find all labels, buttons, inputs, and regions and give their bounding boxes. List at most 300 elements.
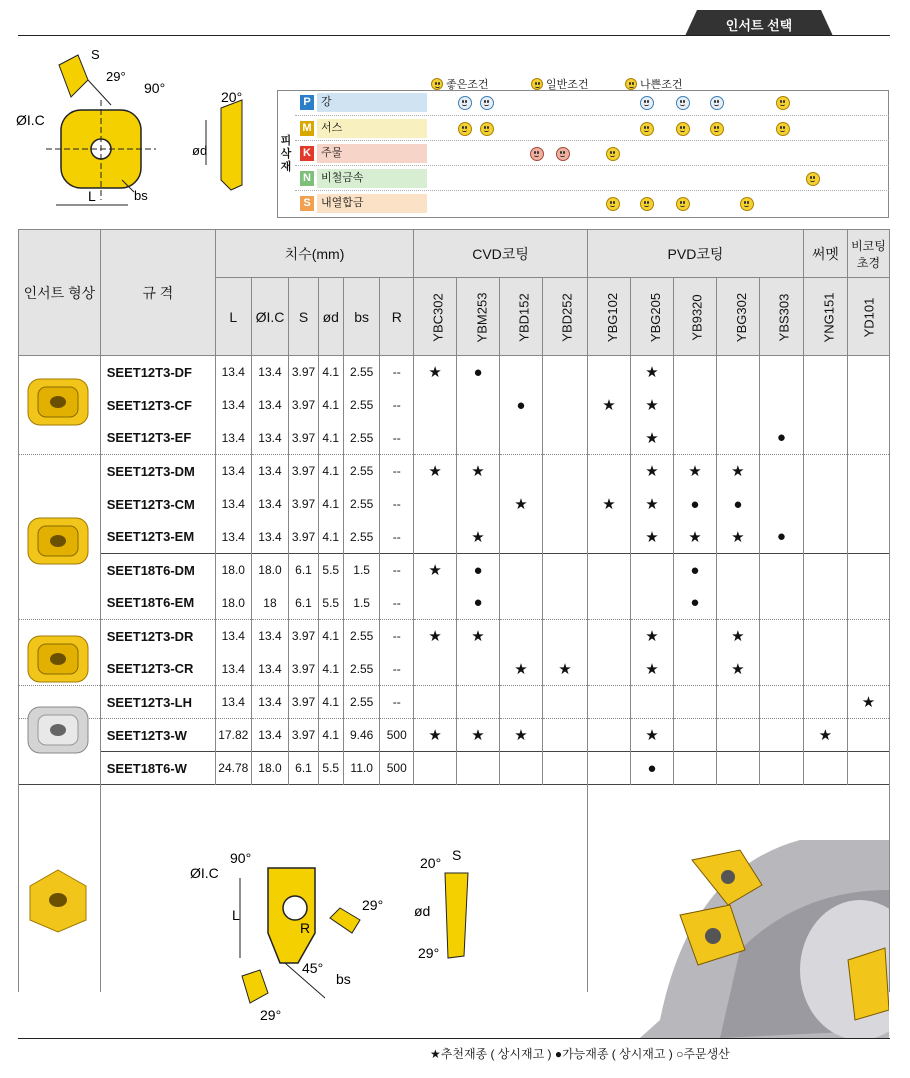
w-label-20: 20°	[420, 855, 442, 871]
dimension-cell: --	[380, 389, 414, 422]
dimension-cell: 2.55	[343, 455, 380, 488]
grade-mark-cell: ★	[588, 488, 631, 521]
grade-mark-cell: ★	[716, 620, 759, 653]
grade-mark-cell	[588, 653, 631, 686]
label-ic: ØI.C	[16, 112, 45, 128]
dimension-cell: 3.97	[289, 389, 318, 422]
grade-mark-cell	[673, 719, 716, 752]
w-label-ic: ØI.C	[190, 865, 219, 881]
w-label-29b: 29°	[260, 1007, 282, 1023]
dimension-cell: --	[380, 356, 414, 389]
dimension-cell: 13.4	[216, 389, 252, 422]
grade-mark-cell	[759, 488, 803, 521]
grade-mark-cell	[542, 389, 587, 422]
grade-mark-cell: ●	[457, 587, 500, 620]
dimension-cell: 4.1	[318, 620, 343, 653]
insert-image-lh	[24, 703, 94, 763]
grade-mark-cell: ★	[630, 488, 673, 521]
material-name: 내열합금	[317, 194, 427, 213]
legend: ★추천재종 ( 상시재고 ) ●가능재종 ( 상시재고 ) ○주문생산	[430, 1047, 730, 1061]
dimension-cell: 3.97	[289, 653, 318, 686]
dimension-cell: 18.0	[251, 554, 289, 587]
grade-mark-cell	[847, 653, 889, 686]
grade-col-header: YBG205	[630, 278, 673, 356]
grade-mark-cell	[414, 422, 457, 455]
table-row	[19, 587, 890, 620]
dimension-col-header: L	[216, 278, 252, 356]
grade-mark-cell	[847, 455, 889, 488]
w-label-29c: 29°	[418, 945, 440, 961]
condition-face-icon	[640, 197, 654, 211]
grade-mark-cell	[457, 389, 500, 422]
material-row	[295, 165, 889, 190]
dimension-cell: 13.4	[216, 356, 252, 389]
table-row	[19, 356, 890, 389]
w-insert-dimension-diagram	[180, 838, 480, 1028]
spec-cell: SEET12T3-EF	[100, 422, 215, 455]
grade-col-header: YNG151	[803, 278, 847, 356]
uncoated-header: 비코팅 초경	[847, 230, 889, 278]
table-row	[19, 620, 890, 653]
grade-mark-cell	[847, 488, 889, 521]
dimension-cell: 13.4	[251, 488, 289, 521]
grade-mark-cell	[759, 653, 803, 686]
grade-mark-cell	[588, 620, 631, 653]
dimension-cell: 18.0	[216, 587, 252, 620]
condition-face-icon	[776, 122, 790, 136]
condition-face-icon	[606, 197, 620, 211]
dimension-cell: 3.97	[289, 719, 318, 752]
grade-mark-cell	[803, 752, 847, 785]
grade-mark-cell	[588, 719, 631, 752]
condition-face-icon	[556, 147, 570, 161]
grade-mark-cell	[673, 686, 716, 719]
grade-mark-cell	[759, 455, 803, 488]
grade-mark-cell	[499, 422, 542, 455]
insert-image-r	[24, 632, 94, 692]
condition-good: 좋은조건	[431, 76, 489, 92]
material-row	[295, 190, 889, 215]
grade-mark-cell	[499, 521, 542, 554]
label-20: 20°	[221, 89, 243, 105]
grade-mark-cell	[588, 521, 631, 554]
dimension-cell: 3.97	[289, 488, 318, 521]
dimension-cell: 4.1	[318, 356, 343, 389]
grade-mark-cell	[414, 488, 457, 521]
grade-mark-cell	[673, 653, 716, 686]
grade-col-header: YD101	[847, 278, 889, 356]
dimension-cell: 3.97	[289, 356, 318, 389]
top-rule	[18, 35, 890, 36]
material-row	[295, 140, 889, 165]
grade-mark-cell	[588, 554, 631, 587]
cermet-header: 써멧	[803, 230, 847, 278]
grade-mark-cell: ★	[630, 653, 673, 686]
dimension-cell: 9.46	[343, 719, 380, 752]
grade-mark-cell	[716, 422, 759, 455]
dimension-cell: 2.55	[343, 686, 380, 719]
dimension-cell: 13.4	[216, 521, 252, 554]
dimension-cell: 1.5	[343, 587, 380, 620]
grade-mark-cell	[542, 686, 587, 719]
dimension-cell: 4.1	[318, 719, 343, 752]
grade-mark-cell	[759, 356, 803, 389]
w-label-29a: 29°	[362, 897, 384, 913]
grade-mark-cell	[716, 719, 759, 752]
material-name: 비철금속	[317, 169, 427, 188]
dimension-cell: 2.55	[343, 488, 380, 521]
grade-mark-cell	[542, 521, 587, 554]
grade-mark-cell	[803, 686, 847, 719]
grade-mark-cell	[847, 587, 889, 620]
grade-mark-cell: ★	[673, 521, 716, 554]
material-name: 주물	[317, 144, 427, 163]
material-name: 서스	[317, 119, 427, 138]
label-90: 90°	[144, 80, 166, 96]
grade-mark-cell: ★	[716, 455, 759, 488]
dimension-cell: 3.97	[289, 620, 318, 653]
grade-mark-cell	[542, 488, 587, 521]
grade-mark-cell	[716, 587, 759, 620]
grade-mark-cell	[673, 389, 716, 422]
table-row	[19, 686, 890, 719]
dimension-cell: 13.4	[251, 356, 289, 389]
label-bs: bs	[134, 188, 148, 203]
dimension-cell: 13.4	[216, 488, 252, 521]
grade-col-header: YBD252	[542, 278, 587, 356]
dimension-cell: 4.1	[318, 389, 343, 422]
grade-mark-cell	[499, 455, 542, 488]
table-row	[19, 455, 890, 488]
material-group-label: 피삭재	[280, 135, 292, 173]
dimension-cell: 18.0	[216, 554, 252, 587]
grade-col-header: YBG302	[716, 278, 759, 356]
grade-mark-cell	[803, 422, 847, 455]
grade-mark-cell	[588, 455, 631, 488]
dimension-cell: 2.55	[343, 422, 380, 455]
grade-mark-cell	[499, 752, 542, 785]
dimension-cell: 4.1	[318, 488, 343, 521]
spec-cell: SEET12T3-EM	[100, 521, 215, 554]
grade-mark-cell	[457, 422, 500, 455]
grade-mark-cell: ★	[803, 719, 847, 752]
grade-mark-cell: ★	[630, 389, 673, 422]
grade-col-header: YBM253	[457, 278, 500, 356]
condition-face-icon	[710, 96, 724, 110]
grade-mark-cell	[588, 686, 631, 719]
label-s: S	[91, 47, 100, 62]
grade-mark-cell: ★	[847, 686, 889, 719]
grade-mark-cell	[414, 752, 457, 785]
grade-mark-cell	[759, 587, 803, 620]
table-row	[19, 488, 890, 521]
grade-mark-cell	[414, 587, 457, 620]
grade-mark-cell	[588, 752, 631, 785]
dimension-cell: 4.1	[318, 653, 343, 686]
grade-mark-cell: ●	[673, 554, 716, 587]
dimension-cell: 4.1	[318, 686, 343, 719]
grade-mark-cell	[673, 752, 716, 785]
dimension-cell: 13.4	[251, 686, 289, 719]
dimension-cell: 2.55	[343, 620, 380, 653]
material-code-badge: P	[300, 95, 314, 110]
grade-mark-cell	[803, 521, 847, 554]
insert-image-w	[24, 866, 94, 936]
grade-mark-cell: ★	[414, 356, 457, 389]
grade-mark-cell: ●	[673, 587, 716, 620]
condition-normal: 일반조건	[531, 76, 589, 92]
dimension-cell: 6.1	[289, 587, 318, 620]
grade-mark-cell	[673, 356, 716, 389]
grade-mark-cell: ★	[499, 488, 542, 521]
grade-mark-cell	[542, 620, 587, 653]
grade-mark-cell	[716, 356, 759, 389]
grade-mark-cell: ★	[499, 653, 542, 686]
grade-mark-cell	[588, 422, 631, 455]
dimension-cell: --	[380, 653, 414, 686]
dimension-cell: 4.1	[318, 455, 343, 488]
dimension-cell: --	[380, 422, 414, 455]
grade-mark-cell	[542, 356, 587, 389]
grade-mark-cell: ★	[457, 620, 500, 653]
dimension-cell: 2.55	[343, 653, 380, 686]
dimension-col-header: ød	[318, 278, 343, 356]
grade-mark-cell	[847, 554, 889, 587]
spec-cell: SEET18T6-DM	[100, 554, 215, 587]
grade-mark-cell	[457, 686, 500, 719]
condition-face-icon	[480, 122, 494, 136]
grade-mark-cell	[847, 521, 889, 554]
grade-mark-cell: ★	[414, 719, 457, 752]
material-code-badge: M	[300, 121, 314, 136]
dimension-cell: 18.0	[251, 752, 289, 785]
dimension-cell: 13.4	[216, 653, 252, 686]
grade-col-header: YB9320	[673, 278, 716, 356]
grade-mark-cell	[542, 587, 587, 620]
material-code-badge: S	[300, 196, 314, 211]
dimension-cell: --	[380, 620, 414, 653]
material-row	[295, 115, 889, 140]
dimension-cell: 5.5	[318, 752, 343, 785]
grade-mark-cell	[414, 521, 457, 554]
dimension-col-header: ØI.C	[251, 278, 289, 356]
table-row	[19, 719, 890, 752]
condition-face-icon	[530, 147, 544, 161]
dimension-cell: 24.78	[216, 752, 252, 785]
w-label-l: L	[232, 907, 240, 923]
grade-mark-cell	[716, 389, 759, 422]
dimension-cell: 17.82	[216, 719, 252, 752]
grade-mark-cell: ★	[630, 356, 673, 389]
grade-col-header: YBS303	[759, 278, 803, 356]
w-label-s: S	[452, 847, 462, 863]
bad-face-icon	[625, 78, 637, 90]
grade-mark-cell	[630, 587, 673, 620]
grade-mark-cell	[457, 488, 500, 521]
grade-mark-cell	[759, 686, 803, 719]
grade-mark-cell	[542, 554, 587, 587]
spec-cell: SEET18T6-W	[100, 752, 215, 785]
grade-mark-cell: ★	[716, 653, 759, 686]
dimension-cell: 2.55	[343, 521, 380, 554]
dimension-cell: 13.4	[251, 422, 289, 455]
grade-mark-cell	[803, 356, 847, 389]
grade-mark-cell	[499, 686, 542, 719]
normal-face-icon	[531, 78, 543, 90]
grade-mark-cell	[414, 389, 457, 422]
grade-mark-cell	[803, 554, 847, 587]
grade-mark-cell: ★	[414, 554, 457, 587]
w-label-bs: bs	[336, 971, 351, 987]
dimension-cell: 13.4	[216, 686, 252, 719]
dimension-cell: --	[380, 455, 414, 488]
dimension-cell: 13.4	[251, 521, 289, 554]
dimension-header: 치수(mm)	[216, 230, 414, 278]
grade-mark-cell	[803, 455, 847, 488]
grade-mark-cell	[673, 422, 716, 455]
spec-cell: SEET12T3-DF	[100, 356, 215, 389]
grade-mark-cell: ★	[414, 620, 457, 653]
condition-bad: 나쁜조건	[625, 76, 683, 92]
dimension-cell: 13.4	[251, 620, 289, 653]
dimension-cell: 11.0	[343, 752, 380, 785]
grade-mark-cell	[716, 686, 759, 719]
grade-mark-cell	[673, 620, 716, 653]
dimension-cell: --	[380, 488, 414, 521]
condition-face-icon	[806, 172, 820, 186]
dimension-cell: 13.4	[251, 653, 289, 686]
dimension-cell: 2.55	[343, 389, 380, 422]
dimension-cell: 6.1	[289, 752, 318, 785]
grade-mark-cell	[542, 455, 587, 488]
shape-header: 인서트 형상	[19, 230, 101, 356]
grade-mark-cell: ★	[673, 455, 716, 488]
material-code-badge: K	[300, 146, 314, 161]
label-l: L	[88, 188, 96, 204]
w-label-od: ød	[414, 903, 431, 919]
grade-mark-cell: ●	[457, 554, 500, 587]
grade-mark-cell	[803, 488, 847, 521]
grade-mark-cell	[803, 389, 847, 422]
grade-mark-cell	[759, 554, 803, 587]
dimension-cell: 6.1	[289, 554, 318, 587]
spec-header: 규 격	[100, 230, 215, 356]
grade-mark-cell: ★	[457, 719, 500, 752]
dimension-cell: 13.4	[216, 455, 252, 488]
dimension-cell: 13.4	[251, 389, 289, 422]
grade-mark-cell: ●	[673, 488, 716, 521]
grade-mark-cell: ★	[542, 653, 587, 686]
grade-mark-cell: ★	[499, 719, 542, 752]
grade-col-header: YBG102	[588, 278, 631, 356]
dimension-cell: 13.4	[216, 422, 252, 455]
cvd-header: CVD코팅	[414, 230, 588, 278]
condition-face-icon	[458, 96, 472, 110]
insert-image-m	[24, 514, 94, 574]
grade-mark-cell	[499, 620, 542, 653]
tab-title: 인서트 선택	[725, 18, 793, 33]
dimension-cell: 500	[380, 752, 414, 785]
spec-cell: SEET12T3-LH	[100, 686, 215, 719]
grade-mark-cell	[588, 587, 631, 620]
grade-mark-cell: ●	[716, 488, 759, 521]
dimension-cell: 4.1	[318, 521, 343, 554]
grade-mark-cell: ●	[457, 356, 500, 389]
grade-mark-cell	[759, 620, 803, 653]
condition-face-icon	[640, 96, 654, 110]
grade-mark-cell	[542, 752, 587, 785]
grade-mark-cell	[759, 719, 803, 752]
insert-image-f	[24, 375, 94, 435]
grade-mark-cell	[803, 620, 847, 653]
dimension-cell: 1.5	[343, 554, 380, 587]
condition-face-icon	[776, 96, 790, 110]
grade-mark-cell: ★	[630, 719, 673, 752]
grade-mark-cell	[414, 686, 457, 719]
condition-face-icon	[480, 96, 494, 110]
section-tab	[685, 10, 833, 36]
dimension-cell: 2.55	[343, 356, 380, 389]
grade-mark-cell	[803, 587, 847, 620]
grade-mark-cell	[457, 653, 500, 686]
spec-cell: SEET12T3-CF	[100, 389, 215, 422]
table-row	[19, 389, 890, 422]
grade-mark-cell	[542, 719, 587, 752]
grade-col-header: YBC302	[414, 278, 457, 356]
grade-mark-cell: ★	[414, 455, 457, 488]
grade-mark-cell: ●	[630, 752, 673, 785]
insert-dimension-diagram	[16, 45, 276, 220]
condition-face-icon	[676, 197, 690, 211]
condition-face-icon	[676, 122, 690, 136]
dimension-cell: 4.1	[318, 422, 343, 455]
grade-mark-cell: ★	[457, 521, 500, 554]
grade-mark-cell	[716, 752, 759, 785]
condition-face-icon	[606, 147, 620, 161]
grade-mark-cell: ★	[630, 422, 673, 455]
grade-mark-cell	[847, 356, 889, 389]
table-row	[19, 752, 890, 785]
dimension-cell: 3.97	[289, 422, 318, 455]
spec-cell: SEET12T3-W	[100, 719, 215, 752]
spec-cell: SEET12T3-CR	[100, 653, 215, 686]
pvd-header: PVD코팅	[588, 230, 804, 278]
dimension-cell: 3.97	[289, 686, 318, 719]
table-row	[19, 422, 890, 455]
condition-face-icon	[458, 122, 472, 136]
material-code-badge: N	[300, 171, 314, 186]
grade-mark-cell: ●	[499, 389, 542, 422]
grade-mark-cell: ●	[759, 521, 803, 554]
dimension-cell: 5.5	[318, 554, 343, 587]
grade-mark-cell: ★	[716, 521, 759, 554]
dimension-cell: --	[380, 587, 414, 620]
dimension-cell: 500	[380, 719, 414, 752]
grade-mark-cell	[630, 554, 673, 587]
bottom-rule	[18, 1038, 890, 1039]
material-row	[295, 90, 889, 115]
dimension-col-header: bs	[343, 278, 380, 356]
cutter-tool-photo	[600, 830, 889, 1038]
grade-mark-cell: ★	[630, 620, 673, 653]
dimension-cell: --	[380, 686, 414, 719]
grade-mark-cell	[759, 389, 803, 422]
dimension-cell: 13.4	[251, 455, 289, 488]
w-label-90: 90°	[230, 850, 252, 866]
material-name: 강	[317, 93, 427, 112]
grade-mark-cell	[803, 653, 847, 686]
dimension-cell: 3.97	[289, 521, 318, 554]
